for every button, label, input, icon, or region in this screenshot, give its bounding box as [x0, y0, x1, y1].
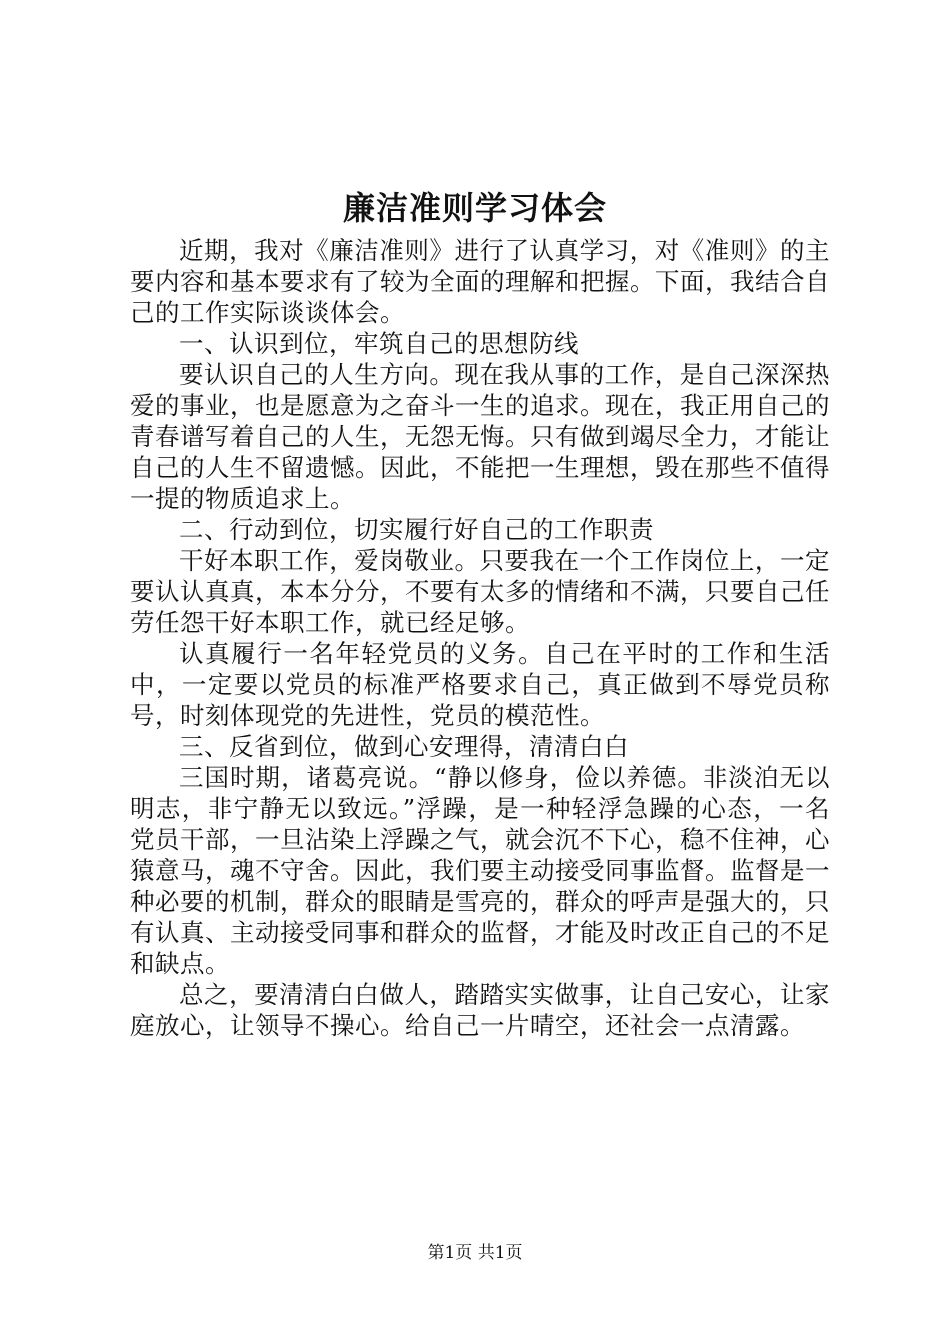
paragraph-conclusion: 总之，要清清白白做人，踏踏实实做事，让自己安心，让家庭放心，让领导不操心。给自己一片晴空，还社会一点清露。: [130, 980, 830, 1040]
heading-section-1: 一、认识到位，牢筑自己的思想防线: [179, 329, 579, 358]
paragraph-section-2a: 干好本职工作，爱岗敬业。只要我在一个工作岗位上，一定要认认真真，本本分分，不要有太多的情绪和不满，只要自己任劳任怨干好本职工作，就已经足够。: [130, 546, 830, 637]
paragraph-section-3: 三国时期，诸葛亮说。“静以修身，俭以养德。非淡泊无以明志，非宁静无以致远。”浮躁，是一种轻浮急躁的心态，一名党员干部，一旦沾染上浮躁之气，就会沉不下心，稳不住神，心猿意马，魂不守舍。因此，我们要主动接受同事监督。监督是一种必要的机制，群众的眼睛是雪亮的，群众的呼声是强大的，只有认真、主动接受同事和群众的监督，才能及时改正自己的不足和缺点。: [130, 763, 830, 978]
paragraph-section-1: 要认识自己的人生方向。现在我从事的工作，是自己深深热爱的事业，也是愿意为之奋斗一生的追求。现在，我正用自己的青春谱写着自己的人生，无怨无悔。只有做到竭尽全力，才能让自己的人生不留遗憾。因此，不能把一生理想，毁在那些不值得一提的物质追求上。: [130, 360, 830, 513]
paragraph-intro: 近期，我对《廉洁准则》进行了认真学习，对《准则》的主要内容和基本要求有了较为全面的理解和把握。下面，我结合自己的工作实际谈谈体会。: [130, 236, 830, 327]
document-body: [130, 235, 830, 1041]
page-title: 廉洁准则学习体会: [342, 189, 607, 227]
heading-section-3: 三、反省到位，做到心安理得，清清白白: [179, 732, 629, 761]
heading-section-2: 二、行动到位，切实履行好自己的工作职责: [179, 515, 654, 544]
paragraph-section-2b: 认真履行一名年轻党员的义务。自己在平时的工作和生活中，一定要以党员的标准严格要求自己，真正做到不辱党员称号，时刻体现党的先进性，党员的模范性。: [130, 639, 830, 730]
page-footer: 第1页 共1页: [427, 1243, 523, 1263]
